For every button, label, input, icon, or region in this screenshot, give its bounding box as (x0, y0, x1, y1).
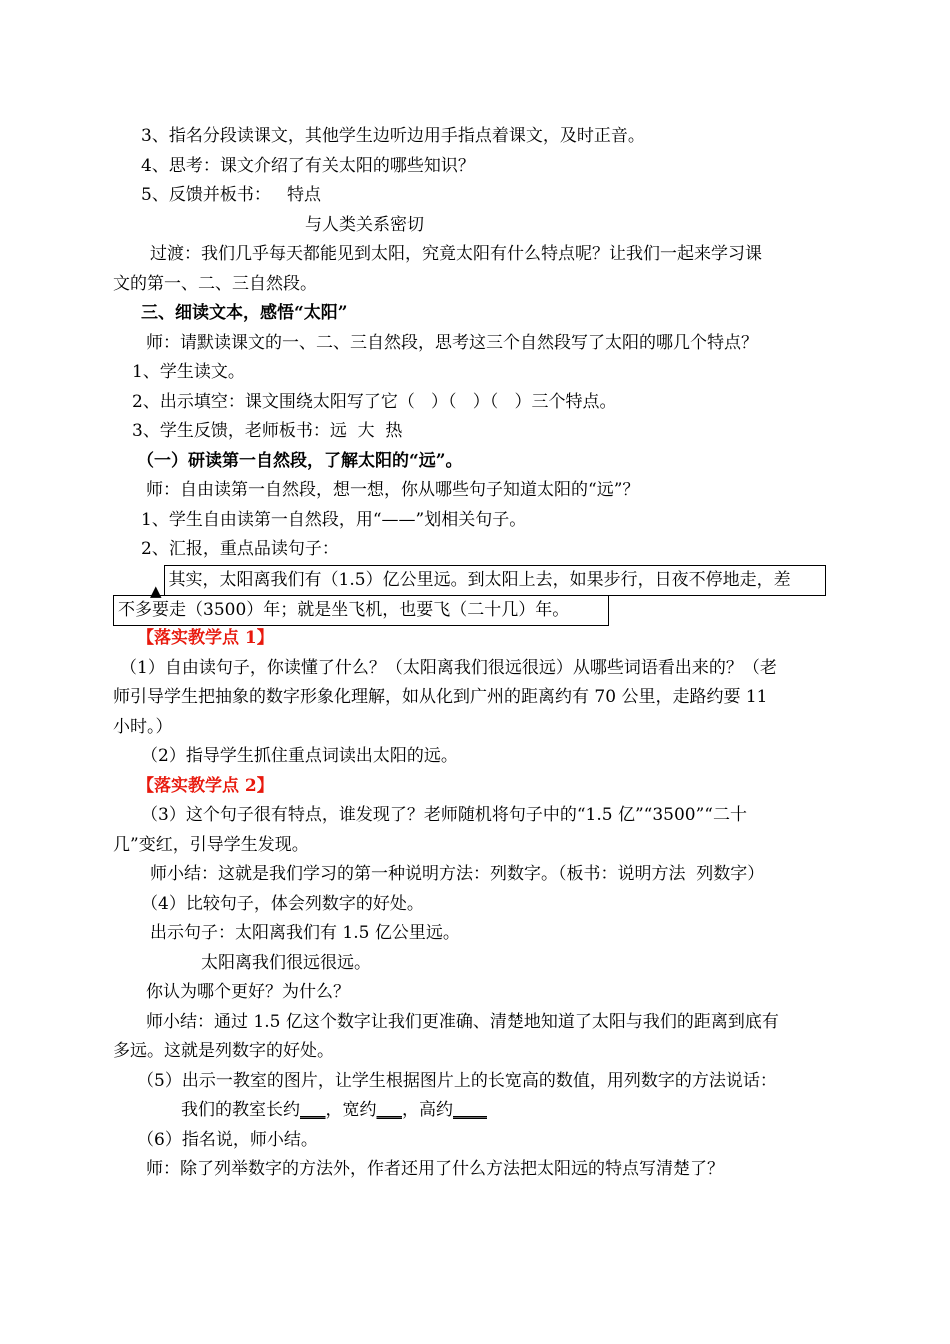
fill-in-text: ，宽约 (325, 1100, 377, 1120)
text-line: （5）出示一教室的图片，让学生根据图片上的长宽高的数值，用列数字的方法说话： (137, 1071, 777, 1091)
fill-in-text: ，高约 (402, 1100, 453, 1120)
teaching-point-label: 【落实教学点 1】 (137, 628, 274, 648)
text-line: 师：自由读第一自然段，想一想，你从哪些句子知道太阳的“远”？ (146, 480, 640, 500)
text-line: 2、出示填空：课文围绕太阳写了它（ ）（ ）（ ）三个特点。 (132, 392, 617, 412)
blank-length: ___ (300, 1100, 326, 1120)
text-line: 5、反馈并板书： 特点 (141, 185, 322, 205)
fill-in-text: 我们的教室长约 (181, 1100, 300, 1120)
text-line: 几”变红，引导学生发现。 (113, 835, 309, 855)
text-line: 师：除了列举数字的方法外，作者还用了什么方法把太阳远的特点写清楚了？ (146, 1159, 724, 1179)
blank-width: ___ (376, 1100, 402, 1120)
text-line: 小时。） (113, 717, 173, 737)
text-line: 师小结：这就是我们学习的第一种说明方法：列数字。（板书：说明方法 列数字） (150, 864, 765, 884)
text-line: 太阳离我们很远很远。 (201, 953, 371, 973)
text-line: 多远。这就是列数字的好处。 (113, 1041, 334, 1061)
text-line: 师：请默读课文的一、二、三自然段，思考这三个自然段写了太阳的哪几个特点？ (146, 333, 758, 353)
fill-in-sentence (181, 1096, 487, 1125)
text-line: 师小结：通过 1.5 亿这个数字让我们更准确、清楚地知道了太阳与我们的距离到底有 (146, 1012, 779, 1032)
quoted-sentence-box: 其实，太阳离我们有（1.5）亿公里远。到太阳上去，如果步行，日夜不停地走，差 (164, 565, 826, 596)
blank-height: ____ (453, 1100, 487, 1120)
quoted-sentence-line2 (113, 595, 609, 626)
text-line: （2）指导学生抓住重点词读出太阳的远。 (141, 746, 458, 766)
subsection-heading: （一）研读第一自然段，了解太阳的“远”。 (137, 451, 463, 471)
text-line: （4）比较句子，体会列数字的好处。 (141, 894, 424, 914)
text-line: （1）自由读句子，你读懂了什么？（太阳离我们很远很远）从哪些词语看出来的？（老 (120, 658, 777, 678)
text-line: （6）指名说，师小结。 (137, 1130, 318, 1150)
text-line: （3）这个句子很有特点，谁发现了？老师随机将句子中的“1.5 亿”“3500”“二十 (141, 805, 747, 825)
text-line: 1、学生自由读第一自然段，用“——”划相关句子。 (141, 510, 527, 530)
text-line: 出示句子：太阳离我们有 1.5 亿公里远。 (150, 923, 460, 943)
text-line: 师引导学生把抽象的数字形象化理解，如从化到广州的距离约有 70 公里，走路约要 11 (113, 687, 768, 707)
teaching-point-label: 【落实教学点 2】 (137, 776, 274, 796)
section-heading: 三、细读文本，感悟“太阳” (141, 303, 348, 323)
text-line: 你认为哪个更好？为什么？ (146, 982, 350, 1002)
text-line: 2、汇报，重点品读句子： (141, 539, 339, 559)
triangle-marker-icon: ▲ (150, 582, 162, 601)
text-line: 3、学生反馈，老师板书：远 大 热 (132, 421, 403, 441)
text-line: 过渡：我们几乎每天都能见到太阳，究竟太阳有什么特点呢？让我们一起来学习课 (150, 244, 762, 264)
quoted-sentence-box: 不多要走（3500）年；就是坐飞机，也要飞（二十几）年。 (113, 595, 609, 626)
text-line: 3、指名分段读课文，其他学生边听边用手指点着课文，及时正音。 (141, 126, 645, 146)
text-line: 1、学生读文。 (132, 362, 245, 382)
board-note: 与人类关系密切 (305, 215, 424, 235)
text-line: 文的第一、二、三自然段。 (113, 274, 317, 294)
text-line: 4、思考：课文介绍了有关太阳的哪些知识？ (141, 156, 475, 176)
